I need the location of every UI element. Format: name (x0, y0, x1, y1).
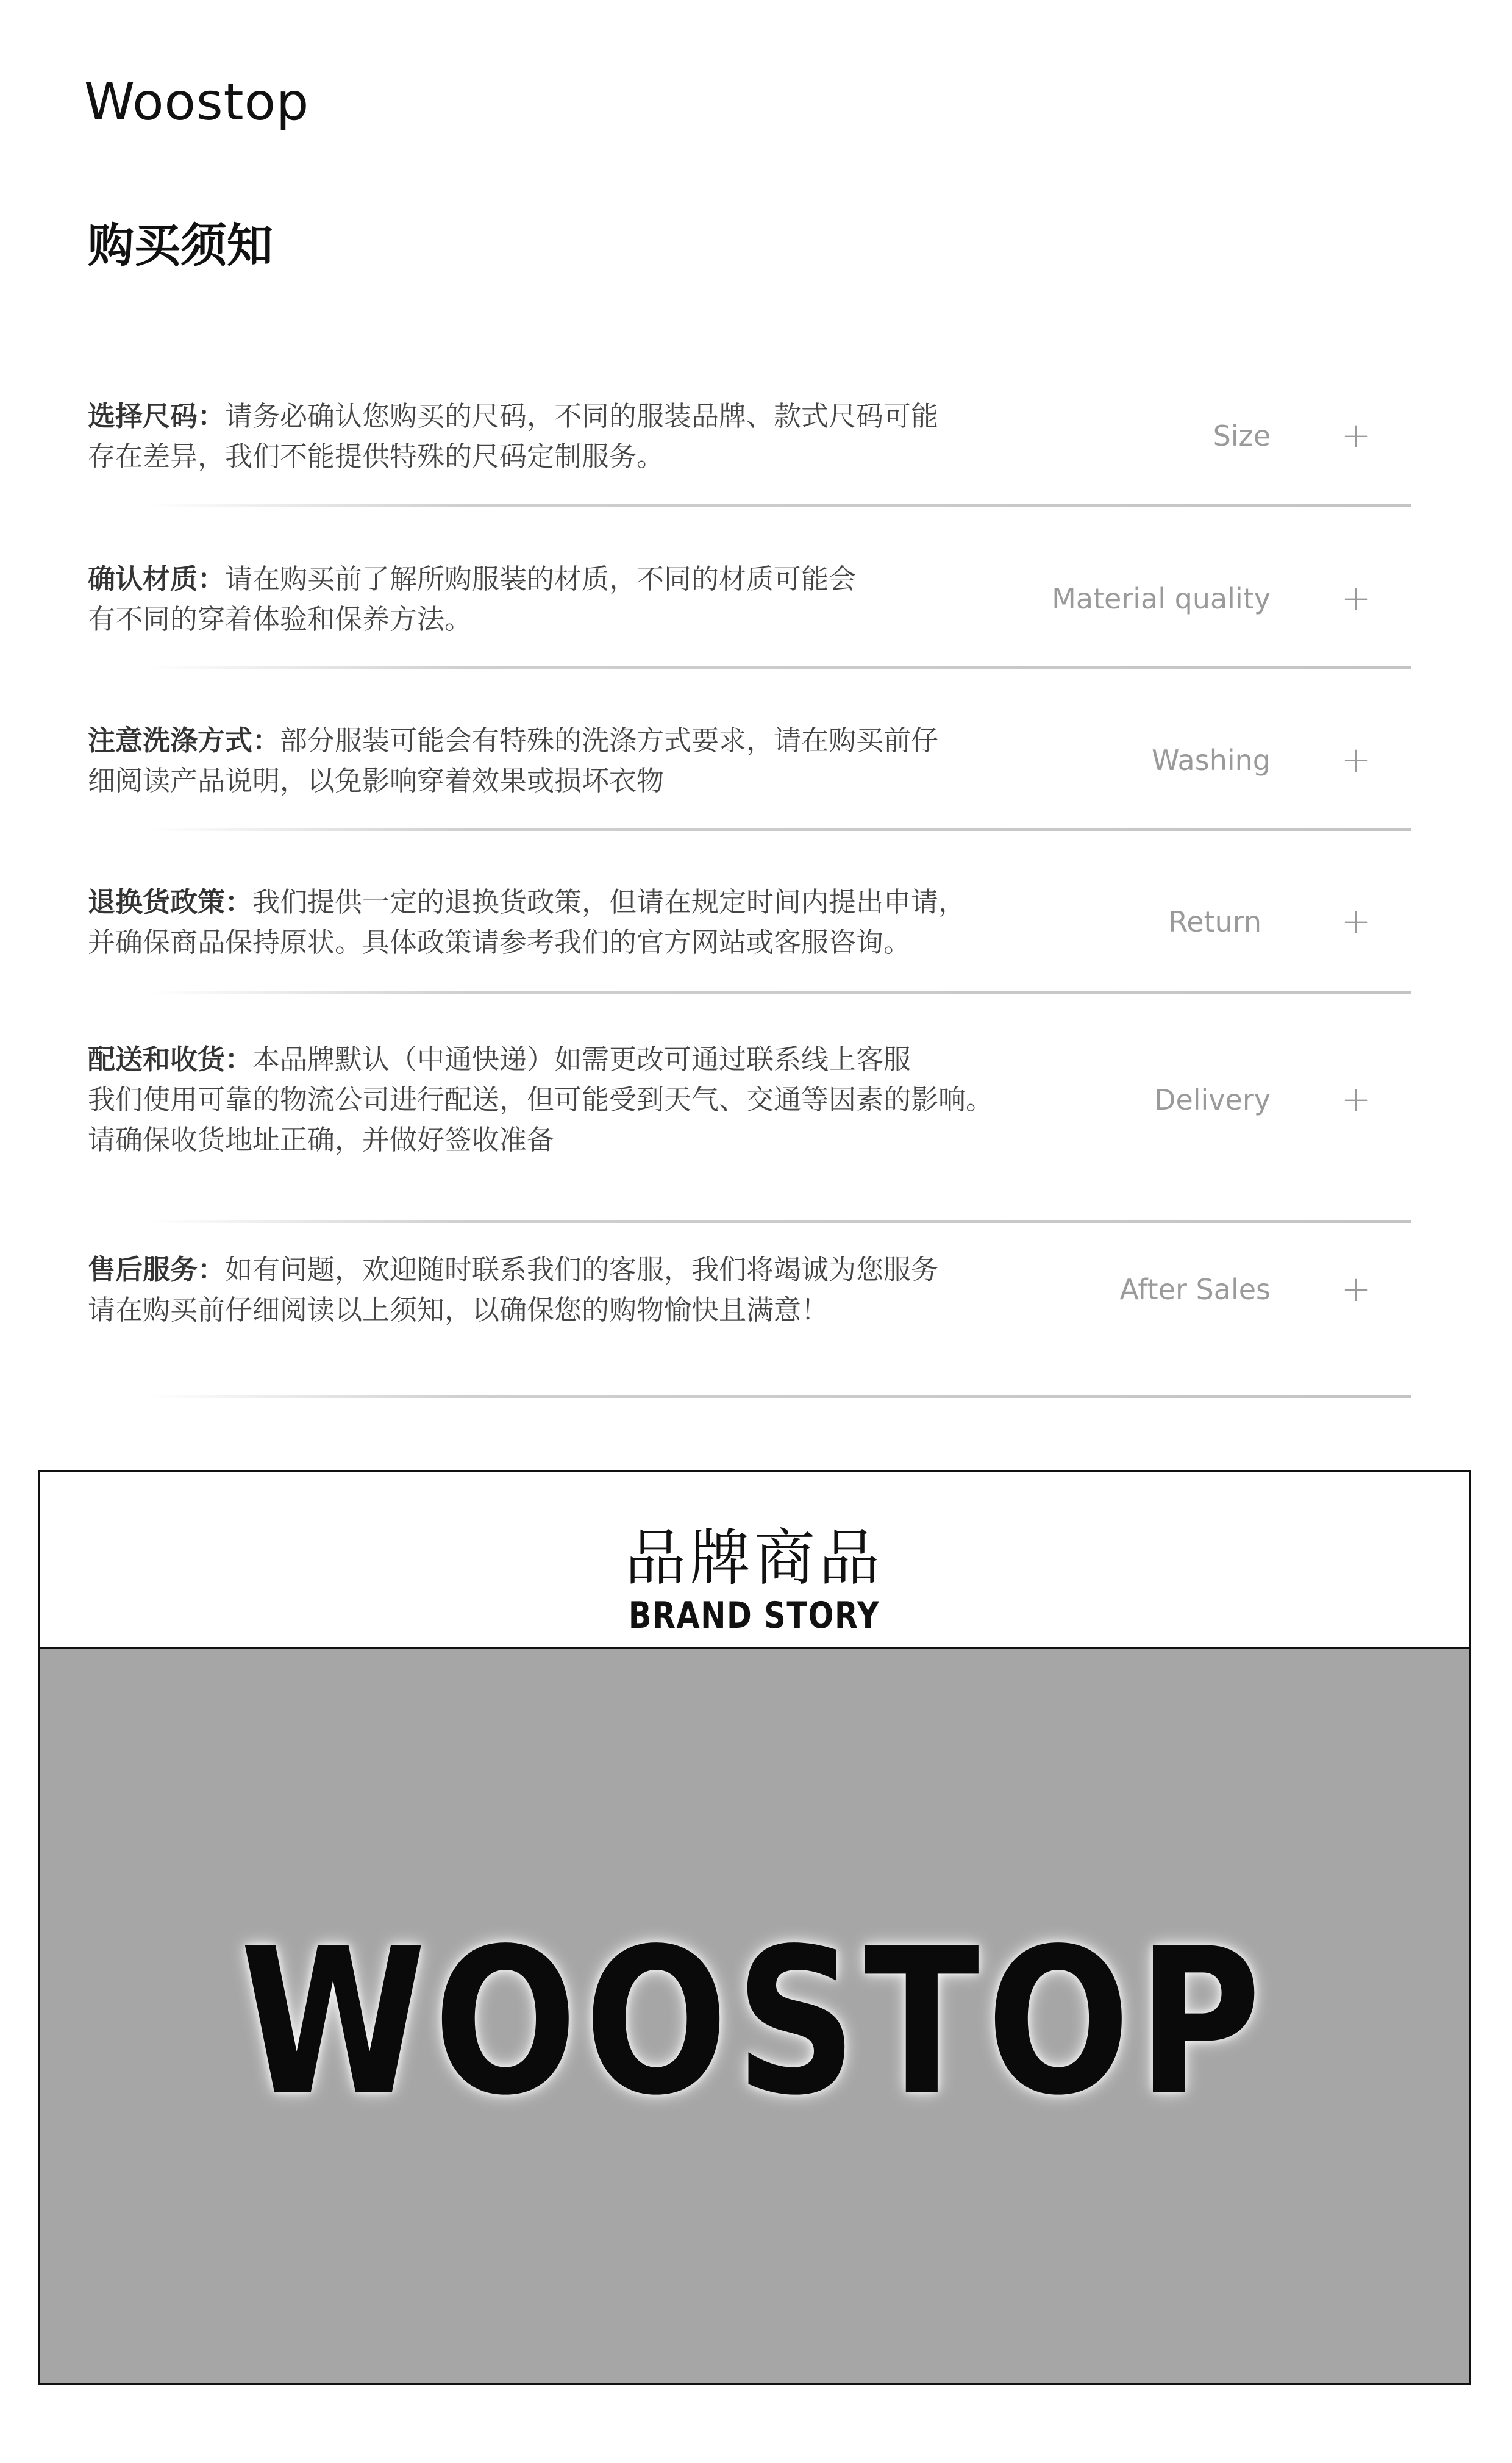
divider (149, 828, 1411, 831)
brand-title-cn: 品牌商品 (625, 1522, 883, 1594)
notice-en-label: Return (1168, 905, 1261, 938)
brand-story-panel (38, 1470, 1471, 2385)
notice-label: 注意洗涤方式： (88, 724, 280, 757)
divider (149, 1395, 1411, 1398)
notice-line: 请务必确认您购买的尺码，不同的服装品牌、款式尺码可能 (225, 400, 939, 432)
notice-line: 请在购买前了解所购服装的材质，不同的材质可能会 (225, 563, 857, 595)
notice-line: 请确保收货地址正确，并做好签收准备 (88, 1124, 555, 1156)
divider (149, 991, 1411, 994)
notice-text (88, 1039, 1100, 1160)
notice-line: 细阅读产品说明，以免影响穿着效果或损坏衣物 (88, 765, 665, 797)
notice-line: 部分服装可能会有特殊的洗涤方式要求，请在购买前仔 (280, 724, 939, 757)
expand-plus-icon[interactable]: + (1341, 1078, 1371, 1120)
notice-line: 如有问题，欢迎随时联系我们的客服，我们将竭诚为您服务 (225, 1253, 939, 1286)
notice-line: 我们使用可靠的物流公司进行配送，但可能受到天气、交通等因素的影响。 (88, 1083, 994, 1116)
notice-label: 售后服务： (88, 1253, 226, 1286)
notice-line: 请在购买前仔细阅读以上须知，以确保您的购物愉快且满意！ (88, 1294, 829, 1326)
expand-plus-icon[interactable]: + (1341, 577, 1371, 619)
notice-label: 选择尺码： (88, 400, 226, 432)
notice-line: 存在差异，我们不能提供特殊的尺码定制服务。 (88, 440, 665, 472)
notice-line: 有不同的穿着体验和保养方法。 (88, 603, 472, 635)
expand-plus-icon[interactable]: + (1341, 415, 1371, 456)
notice-line: 并确保商品保持原状。具体政策请参考我们的官方网站或客服咨询。 (88, 926, 911, 958)
notice-en-label: After Sales (1119, 1273, 1271, 1306)
notice-en-label: Size (1213, 419, 1271, 452)
notice-line: 本品牌默认（中通快递）如需更改可通过联系线上客服 (252, 1043, 911, 1075)
notice-en-label: Material quality (1052, 582, 1271, 615)
divider (149, 666, 1411, 669)
notice-text (88, 1250, 1039, 1330)
notice-text (88, 559, 1039, 640)
notice-en-label: Delivery (1154, 1083, 1271, 1116)
notice-label: 确认材质： (88, 563, 226, 595)
notice-text (88, 396, 1039, 477)
page-title: 购买须知 (88, 218, 273, 273)
brand-banner (40, 1649, 1469, 2383)
brand-title-en: BRAND STORY (628, 1594, 880, 1637)
notice-label: 配送和收货： (88, 1043, 253, 1075)
brand-panel-header (40, 1472, 1469, 1649)
banner-logo-text: WOOSTOP (240, 1905, 1269, 2139)
notice-label: 退换货政策： (88, 886, 253, 918)
notice-text (88, 721, 1039, 801)
expand-plus-icon[interactable]: + (1341, 1268, 1371, 1310)
expand-plus-icon[interactable]: + (1341, 900, 1371, 942)
expand-plus-icon[interactable]: + (1341, 739, 1371, 780)
divider (149, 504, 1411, 507)
notice-line: 我们提供一定的退换货政策，但请在规定时间内提出申请， (252, 886, 966, 918)
brand-title: Woostop (84, 72, 310, 132)
divider (149, 1220, 1411, 1223)
notice-en-label: Washing (1152, 744, 1271, 777)
notice-text (88, 882, 1063, 963)
